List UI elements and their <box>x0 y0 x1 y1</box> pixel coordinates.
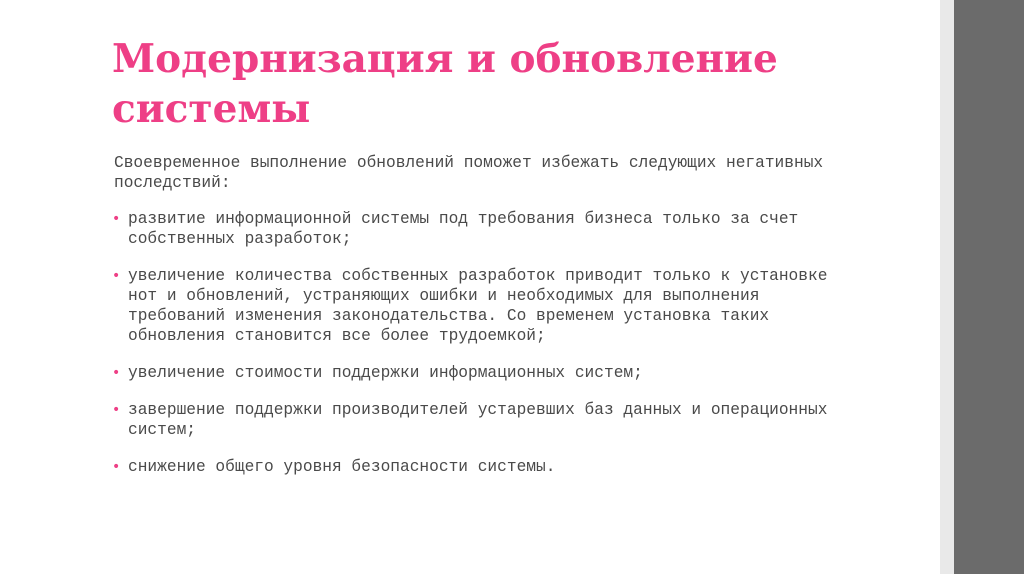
bullet-text: развитие информационной системы под требования бизнеса только за счет собственных разработок; <box>128 210 799 248</box>
bullet-text: увеличение количества собственных разработок приводит только к установке нот и обновлений, устраняющих ошибки и необходимых для выполнения требований изменения законодательства. Со временем установка таких обновления становится все более трудоемкой; <box>128 267 828 345</box>
bullet-icon: • <box>112 211 121 227</box>
bullet-icon: • <box>112 365 121 381</box>
intro-paragraph: Своевременное выполнение обновлений поможет избежать следующих негативных последствий: <box>114 154 824 192</box>
bullet-text: завершение поддержки производителей устаревших баз данных и операционных систем; <box>128 401 828 439</box>
bullet-icon: • <box>112 402 121 418</box>
bullet-icon: • <box>112 268 121 284</box>
list-item <box>112 400 832 440</box>
list-item <box>112 209 832 249</box>
list-item <box>112 457 832 477</box>
slide-body <box>112 153 832 494</box>
bullet-text: увеличение стоимости поддержки информационных систем; <box>128 364 643 382</box>
side-band-light <box>940 0 954 574</box>
side-band-dark <box>954 0 1024 574</box>
bullet-list <box>112 209 832 477</box>
list-item <box>112 266 832 346</box>
slide-title: Модернизация и обновление системы <box>112 36 778 132</box>
bullet-text: снижение общего уровня безопасности системы. <box>128 458 556 476</box>
bullet-icon: • <box>112 459 121 475</box>
list-item <box>112 363 832 383</box>
